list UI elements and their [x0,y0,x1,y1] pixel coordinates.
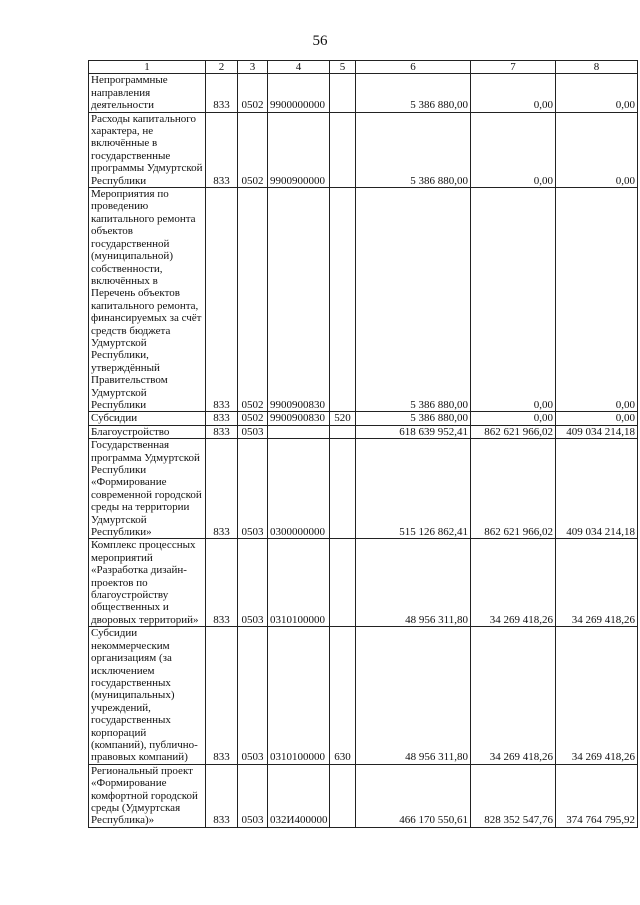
budget-table [88,60,638,828]
cell-target-code: 9900900000 [268,112,330,187]
cell-amount-col8: 0,00 [556,188,638,412]
column-header: 7 [471,61,556,74]
cell-expense-type [330,112,356,187]
cell-amount-col7: 862 621 966,02 [471,439,556,539]
cell-amount-col6: 515 126 862,41 [356,439,471,539]
cell-amount-col6: 48 956 311,80 [356,539,471,627]
cell-amount-col6: 618 639 952,41 [356,425,471,438]
cell-section-code: 0503 [238,425,268,438]
table-row [89,412,638,425]
row-name: Благоустройство [89,425,206,438]
cell-target-code: 9900900830 [268,412,330,425]
page-number: 56 [312,33,328,49]
table-row [89,439,638,539]
cell-amount-col7: 862 621 966,02 [471,425,556,438]
cell-amount-col7: 0,00 [471,74,556,112]
cell-target-code: 032И400000 [268,764,330,827]
cell-admin-code: 833 [206,74,238,112]
cell-amount-col7: 0,00 [471,188,556,412]
cell-admin-code: 833 [206,439,238,539]
column-header: 3 [238,61,268,74]
cell-amount-col6: 5 386 880,00 [356,188,471,412]
column-header: 8 [556,61,638,74]
cell-admin-code: 833 [206,112,238,187]
cell-expense-type [330,764,356,827]
cell-amount-col7: 34 269 418,26 [471,627,556,764]
row-name: Субсидии [89,412,206,425]
cell-section-code: 0502 [238,112,268,187]
table-row [89,188,638,412]
cell-target-code [268,425,330,438]
table-row [89,627,638,764]
cell-admin-code: 833 [206,425,238,438]
row-name: Субсидии некоммерческим организациям (за исключением государственных (муниципальных) учреждений, государственных корпораций (компаний), публично-правовых компаний) [89,627,206,764]
cell-expense-type [330,425,356,438]
column-header: 4 [268,61,330,74]
header-row [89,61,638,74]
cell-admin-code: 833 [206,627,238,764]
table-row [89,539,638,627]
cell-section-code: 0503 [238,439,268,539]
row-name: Непрограммные направления деятельности [89,74,206,112]
row-name: Комплекс процессных мероприятий «Разработка дизайн-проектов по благоустройству общественных и дворовых территорий» [89,539,206,627]
table-row [89,764,638,827]
cell-section-code: 0502 [238,188,268,412]
cell-amount-col8: 409 034 214,18 [556,439,638,539]
cell-target-code: 0300000000 [268,439,330,539]
cell-section-code: 0503 [238,627,268,764]
column-header: 6 [356,61,471,74]
cell-amount-col6: 5 386 880,00 [356,412,471,425]
cell-amount-col8: 34 269 418,26 [556,627,638,764]
cell-expense-type [330,439,356,539]
cell-target-code: 9900000000 [268,74,330,112]
cell-amount-col7: 0,00 [471,112,556,187]
cell-section-code: 0503 [238,539,268,627]
table-row [89,425,638,438]
cell-amount-col8: 0,00 [556,412,638,425]
cell-amount-col7: 0,00 [471,412,556,425]
cell-expense-type: 520 [330,412,356,425]
cell-target-code: 9900900830 [268,188,330,412]
cell-section-code: 0502 [238,74,268,112]
cell-amount-col8: 0,00 [556,74,638,112]
cell-admin-code: 833 [206,764,238,827]
cell-amount-col6: 48 956 311,80 [356,627,471,764]
cell-amount-col6: 466 170 550,61 [356,764,471,827]
cell-amount-col7: 34 269 418,26 [471,539,556,627]
cell-amount-col8: 409 034 214,18 [556,425,638,438]
cell-section-code: 0503 [238,764,268,827]
cell-target-code: 0310100000 [268,627,330,764]
cell-amount-col6: 5 386 880,00 [356,112,471,187]
cell-expense-type: 630 [330,627,356,764]
cell-admin-code: 833 [206,412,238,425]
row-name: Расходы капитального характера, не включённые в государственные программы Удмуртской Республики [89,112,206,187]
cell-expense-type [330,539,356,627]
row-name: Мероприятия по проведению капитального ремонта объектов государственной (муниципальной) собственности, включённых в Перечень объектов капитального ремонта, финансируемых за счёт средств бюджета Удмуртской Республики, утверждённый Правительством Удмуртской Республики [89,188,206,412]
cell-admin-code: 833 [206,188,238,412]
column-header: 2 [206,61,238,74]
cell-amount-col6: 5 386 880,00 [356,74,471,112]
table-row [89,112,638,187]
cell-section-code: 0502 [238,412,268,425]
cell-admin-code: 833 [206,539,238,627]
cell-expense-type [330,74,356,112]
column-header: 1 [89,61,206,74]
cell-amount-col8: 34 269 418,26 [556,539,638,627]
table-row [89,74,638,112]
row-name: Государственная программа Удмуртской Республики «Формирование современной городской среды на территории Удмуртской Республики» [89,439,206,539]
row-name: Региональный проект «Формирование комфортной городской среды (Удмуртская Республика)» [89,764,206,827]
column-header: 5 [330,61,356,74]
cell-expense-type [330,188,356,412]
cell-target-code: 0310100000 [268,539,330,627]
cell-amount-col8: 0,00 [556,112,638,187]
cell-amount-col8: 374 764 795,92 [556,764,638,827]
cell-amount-col7: 828 352 547,76 [471,764,556,827]
